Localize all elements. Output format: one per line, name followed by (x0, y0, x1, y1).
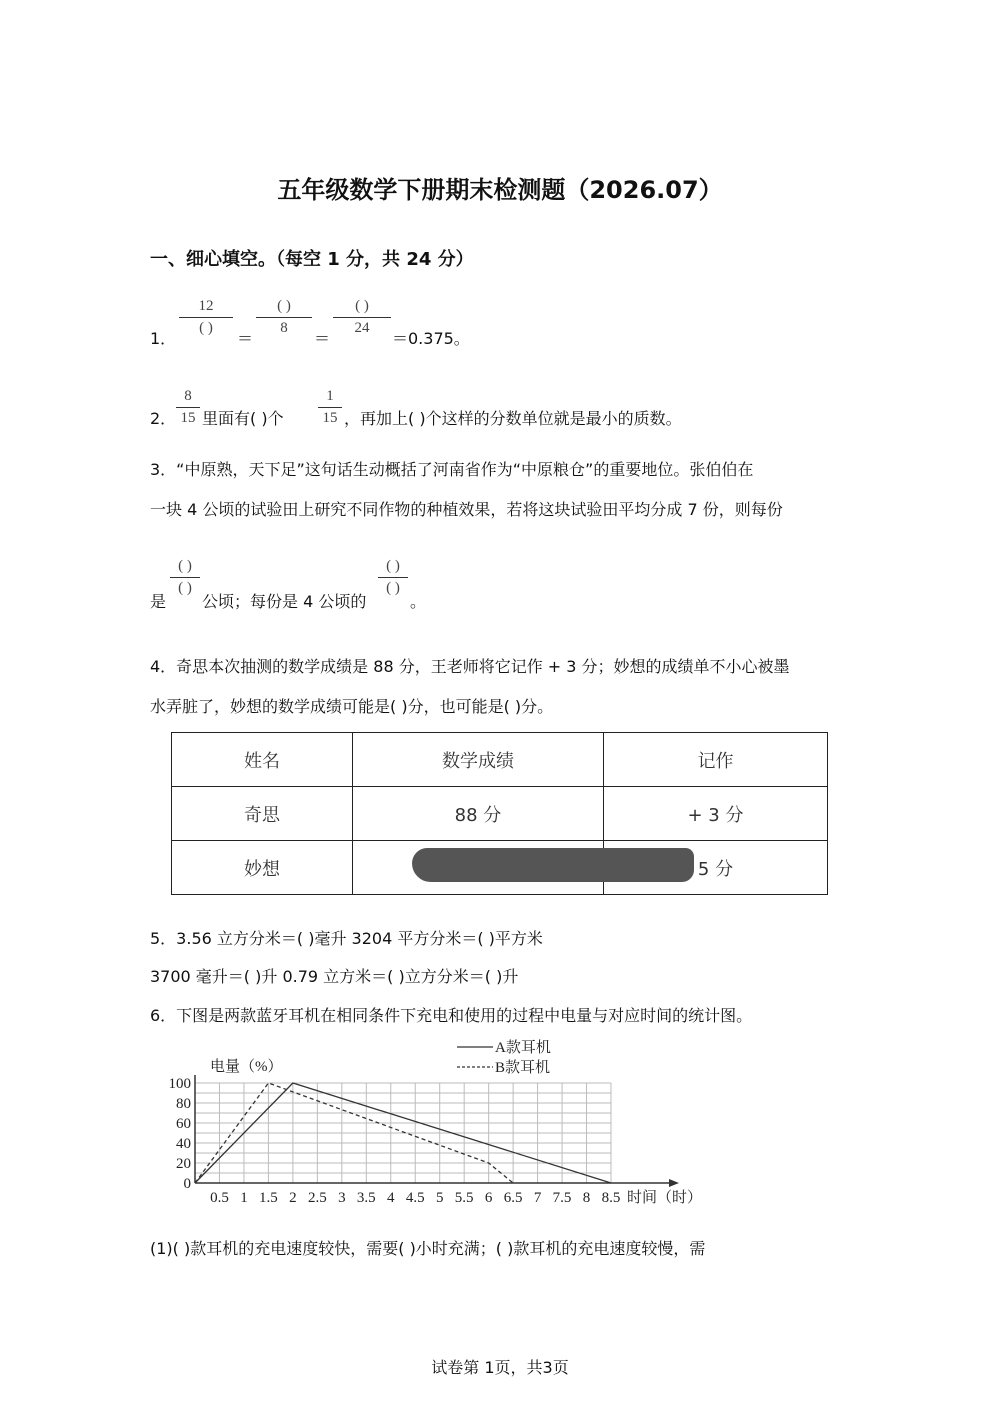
q2-fraction-2 (318, 388, 342, 427)
header-name: 姓名 (172, 733, 353, 787)
x-tick-label: 0.5 (210, 1190, 229, 1206)
q1-f1-numerator: 12 (179, 298, 233, 318)
x-tick-label: 2 (289, 1190, 297, 1206)
cell-record: + 3 分 (604, 787, 828, 841)
x-tick-label: 8.5 (601, 1190, 621, 1206)
q5-line-2: 3700 毫升＝( )升 0.79 立方米＝( )立方分米＝( )升 (150, 967, 519, 986)
q3-tail: 。 (410, 592, 427, 611)
x-tick-label: 7.5 (552, 1190, 572, 1206)
x-tick-label: 1.5 (259, 1190, 278, 1206)
q3-line-2: 一块 4 公顷的试验田上研究不同作物的种植效果，若将这块试验田平均分成 7 份，则每份 (150, 500, 783, 519)
x-tick-label: 4 (387, 1190, 395, 1206)
battery-line-chart (150, 1030, 730, 1210)
y-tick-label: 100 (168, 1076, 191, 1092)
q4-line-1: 4．奇思本次抽测的数学成绩是 88 分，王老师将它记作 + 3 分；妙想的成绩单不小心被墨 (150, 657, 790, 676)
q3-f1-numerator: ( ) (170, 558, 200, 578)
q1-equals-1: ＝ (237, 329, 254, 348)
q1-tail: ＝0.375。 (392, 329, 470, 348)
cell-score: 88 分 (353, 787, 604, 841)
cell-name: 奇思 (172, 787, 353, 841)
q3-f1-denominator: ( ) (178, 580, 192, 596)
x-tick-label: 3 (338, 1190, 346, 1206)
x-tick-label: 3.5 (356, 1190, 376, 1206)
q1-f3-denominator: 24 (354, 320, 370, 336)
x-tick-label: 8 (582, 1190, 591, 1206)
x-tick-label: 7 (533, 1190, 542, 1206)
q2-f2-denominator: 15 (322, 410, 338, 426)
x-axis-arrow (669, 1179, 679, 1187)
legend-label: A款耳机 (495, 1040, 551, 1056)
q1-fraction-2 (256, 298, 312, 337)
x-tick-label: 6.5 (503, 1190, 523, 1206)
y-tick-label: 80 (176, 1096, 191, 1112)
q3-fraction-2 (378, 558, 408, 597)
y-tick-label: 60 (176, 1116, 191, 1132)
header-record: 记作 (604, 733, 828, 787)
table-header-row (172, 733, 828, 787)
y-tick-label: 0 (183, 1176, 191, 1192)
q3-line-1: 3．“中原熟，天下足”这句话生动概括了河南省作为“中原粮仓”的重要地位。张伯伯在 (150, 460, 754, 479)
q1-equals-2: ＝ (314, 329, 331, 348)
y-tick-label: 40 (176, 1136, 191, 1152)
x-tick-label: 6 (484, 1190, 493, 1206)
q2-f1-numerator: 8 (176, 388, 200, 408)
q4-line-2: 水弄脏了，妙想的数学成绩可能是( )分，也可能是( )分。 (150, 697, 554, 716)
x-tick-label: 2.5 (307, 1190, 327, 1206)
page-title: 五年级数学下册期末检测题（2026.07） (277, 176, 723, 204)
q5-line-1: 5．3.56 立方分米＝( )毫升 3204 平方分米＝( )平方米 (150, 929, 543, 948)
q2-f1-denominator: 15 (180, 410, 196, 426)
y-axis-label: 电量（%） (210, 1059, 283, 1075)
y-tick-label: 20 (176, 1156, 191, 1172)
q3-fraction-1 (170, 558, 200, 597)
q1-fraction-3 (333, 298, 391, 337)
q1-f3-numerator: ( ) (333, 298, 391, 318)
q2-fraction-1 (176, 388, 200, 427)
x-tick-label: 1 (240, 1190, 248, 1206)
cell-record: 5 分 (604, 841, 828, 895)
x-tick-label: 4.5 (405, 1190, 425, 1206)
q3-pre: 是 (150, 592, 167, 611)
q1-f1-denominator: ( ) (199, 320, 213, 336)
table-row (172, 787, 828, 841)
cell-name: 妙想 (172, 841, 353, 895)
q3-f2-denominator: ( ) (386, 580, 400, 596)
q1-fraction-1 (179, 298, 233, 337)
header-score: 数学成绩 (353, 733, 604, 787)
x-axis-label: 时间（时） (627, 1190, 703, 1206)
q2-number: 2． (150, 409, 177, 428)
q6-line-1: 6．下图是两款蓝牙耳机在相同条件下充电和使用的过程中电量与对应时间的统计图。 (150, 1006, 753, 1025)
legend-label: B款耳机 (495, 1060, 551, 1076)
q1-number: 1． (150, 329, 177, 348)
q1-f2-numerator: ( ) (256, 298, 312, 318)
q3-mid: 公顷；每份是 4 公顷的 (202, 592, 367, 611)
ink-smudge (412, 848, 694, 882)
q2-mid: 里面有( )个 (202, 409, 284, 428)
page-footer: 试卷第 1页，共3页 (431, 1358, 569, 1377)
q2-tail: ，再加上( )个这样的分数单位就是最小的质数。 (344, 409, 682, 428)
q2-f2-numerator: 1 (318, 388, 342, 408)
section-heading: 一、细心填空。（每空 1 分，共 24 分） (150, 249, 474, 270)
q3-f2-numerator: ( ) (378, 558, 408, 578)
x-tick-label: 5 (435, 1190, 444, 1206)
x-tick-label: 5.5 (454, 1190, 474, 1206)
q6-sub-1: (1)( )款耳机的充电速度较快，需要( )小时充满；( )款耳机的充电速度较慢，需 (150, 1239, 706, 1258)
q1-f2-denominator: 8 (280, 320, 288, 336)
